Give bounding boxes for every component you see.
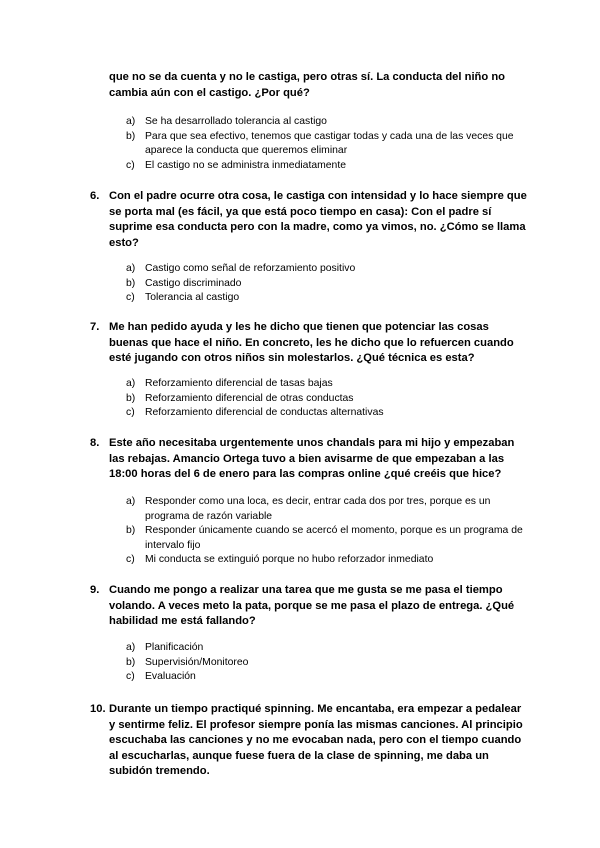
answer-options (0, 115, 600, 173)
option-b (126, 130, 525, 159)
option-letter: a) (126, 496, 136, 507)
question-8-options (0, 495, 600, 568)
question-9-options (0, 641, 600, 685)
question-6 (0, 189, 600, 251)
question-number: 7. (90, 321, 100, 333)
option-letter: a) (126, 378, 136, 389)
option-text: Para que sea efectivo, tenemos que castigar todas y cada una de las veces que aparece la conducta que queremos eliminar (145, 130, 514, 157)
option-b (126, 392, 525, 407)
option-c (126, 553, 525, 568)
option-a (126, 115, 525, 130)
answer-options (0, 641, 600, 685)
question-number: 9. (90, 584, 100, 596)
option-text: Tolerancia al castigo (145, 292, 240, 304)
question-text (90, 320, 529, 367)
option-b (126, 656, 525, 671)
answer-options (0, 495, 600, 568)
option-a (126, 262, 525, 277)
option-c (126, 159, 525, 174)
question-5-continuation (0, 70, 600, 101)
option-text: Mi conducta se extinguió porque no hubo reforzador inmediato (145, 554, 434, 566)
question-text: que no se da cuenta y no le castiga, pero otras sí. La conducta del niño no cambia aún con el castigo. ¿Por qué? (109, 71, 505, 99)
question-number: 6. (90, 190, 100, 202)
answer-options (0, 262, 600, 306)
option-letter: a) (126, 263, 136, 274)
question-7-options (0, 377, 600, 421)
question-body: Cuando me pongo a realizar una tarea que me gusta se me pasa el tiempo volando. A veces meto la pata, porque se me pasa el plazo de entrega. ¿Qué habilidad me está fallando? (109, 584, 515, 628)
question-body: Durante un tiempo practiqué spinning. Me encantaba, era empezar a pedalear y sentirme feliz. El profesor siempre ponía las mismas canciones. Al principio escuchaba las canciones y no me evocaban nada, pero con el tiempo cuando al escucharlas, aunque fuese fuera de la clase de spinning, me daba un subidón tremendo. (109, 703, 523, 778)
answer-options (0, 377, 600, 421)
option-text: Responder únicamente cuando se acercó el momento, porque es un programa de intervalo fijo (145, 525, 523, 551)
option-letter: b) (126, 130, 136, 142)
option-text: Responder como una loca, es decir, entrar cada dos por tres, porque es un programa de razón variable (145, 496, 491, 522)
option-text: Reforzamiento diferencial de conductas alternativas (145, 407, 384, 419)
question-text (90, 189, 529, 251)
option-text: Reforzamiento diferencial de tasas bajas (145, 378, 333, 389)
question-9 (0, 583, 600, 630)
option-letter: c) (126, 292, 135, 304)
question-number: 8. (90, 437, 100, 449)
option-text: El castigo no se administra inmediatamente (145, 159, 346, 171)
question-5-options (0, 115, 600, 173)
option-letter: c) (126, 159, 135, 171)
option-a (126, 377, 525, 392)
question-text (90, 702, 529, 780)
option-letter: b) (126, 525, 136, 537)
question-8 (0, 436, 600, 483)
option-text: Supervisión/Monitoreo (145, 656, 249, 668)
question-text (90, 436, 529, 483)
option-text: Planificación (145, 642, 204, 653)
option-letter: c) (126, 407, 135, 419)
option-letter: b) (126, 392, 136, 404)
question-6-options (0, 262, 600, 306)
question-body: Este año necesitaba urgentemente unos chandals para mi hijo y empezaban las rebajas. Amancio Ortega tuvo a bien avisarme de que empezaban a las 18:00 horas del 6 de enero para las compras online ¿qué creéis que hice? (109, 437, 515, 481)
option-b (126, 277, 525, 292)
question-10 (0, 702, 600, 780)
option-letter: c) (126, 671, 135, 683)
option-text: Reforzamiento diferencial de otras conductas (145, 392, 354, 404)
option-a (126, 495, 525, 524)
option-c (126, 406, 525, 421)
question-number: 10. (90, 703, 106, 715)
option-letter: b) (126, 277, 136, 289)
option-a (126, 641, 525, 656)
option-b (126, 524, 525, 553)
option-text: Castigo discriminado (145, 277, 242, 289)
option-letter: a) (126, 642, 136, 653)
option-letter: c) (126, 554, 135, 566)
option-text: Se ha desarrollado tolerancia al castigo (145, 116, 327, 127)
option-letter: a) (126, 116, 136, 127)
option-letter: b) (126, 656, 136, 668)
option-text: Evaluación (145, 671, 196, 683)
option-c (126, 670, 525, 685)
question-body: Con el padre ocurre otra cosa, le castiga con intensidad y lo hace siempre que se porta mal (es fácil, ya que está poco tiempo en casa): Con el padre sí suprime esa conducta pero con la madre, como ya vimos, no. ¿Cómo se llama esto? (109, 190, 527, 249)
option-text: Castigo como señal de reforzamiento positivo (145, 263, 356, 274)
question-7 (0, 320, 600, 367)
option-c (126, 291, 525, 306)
question-text (90, 583, 529, 630)
question-body: Me han pedido ayuda y les he dicho que tienen que potenciar las cosas buenas que hace el niño. En concreto, les he dicho que lo refuercen cuando esté jugando con otros niños sin molestarlos. ¿Qué técnica es esta? (109, 321, 514, 365)
